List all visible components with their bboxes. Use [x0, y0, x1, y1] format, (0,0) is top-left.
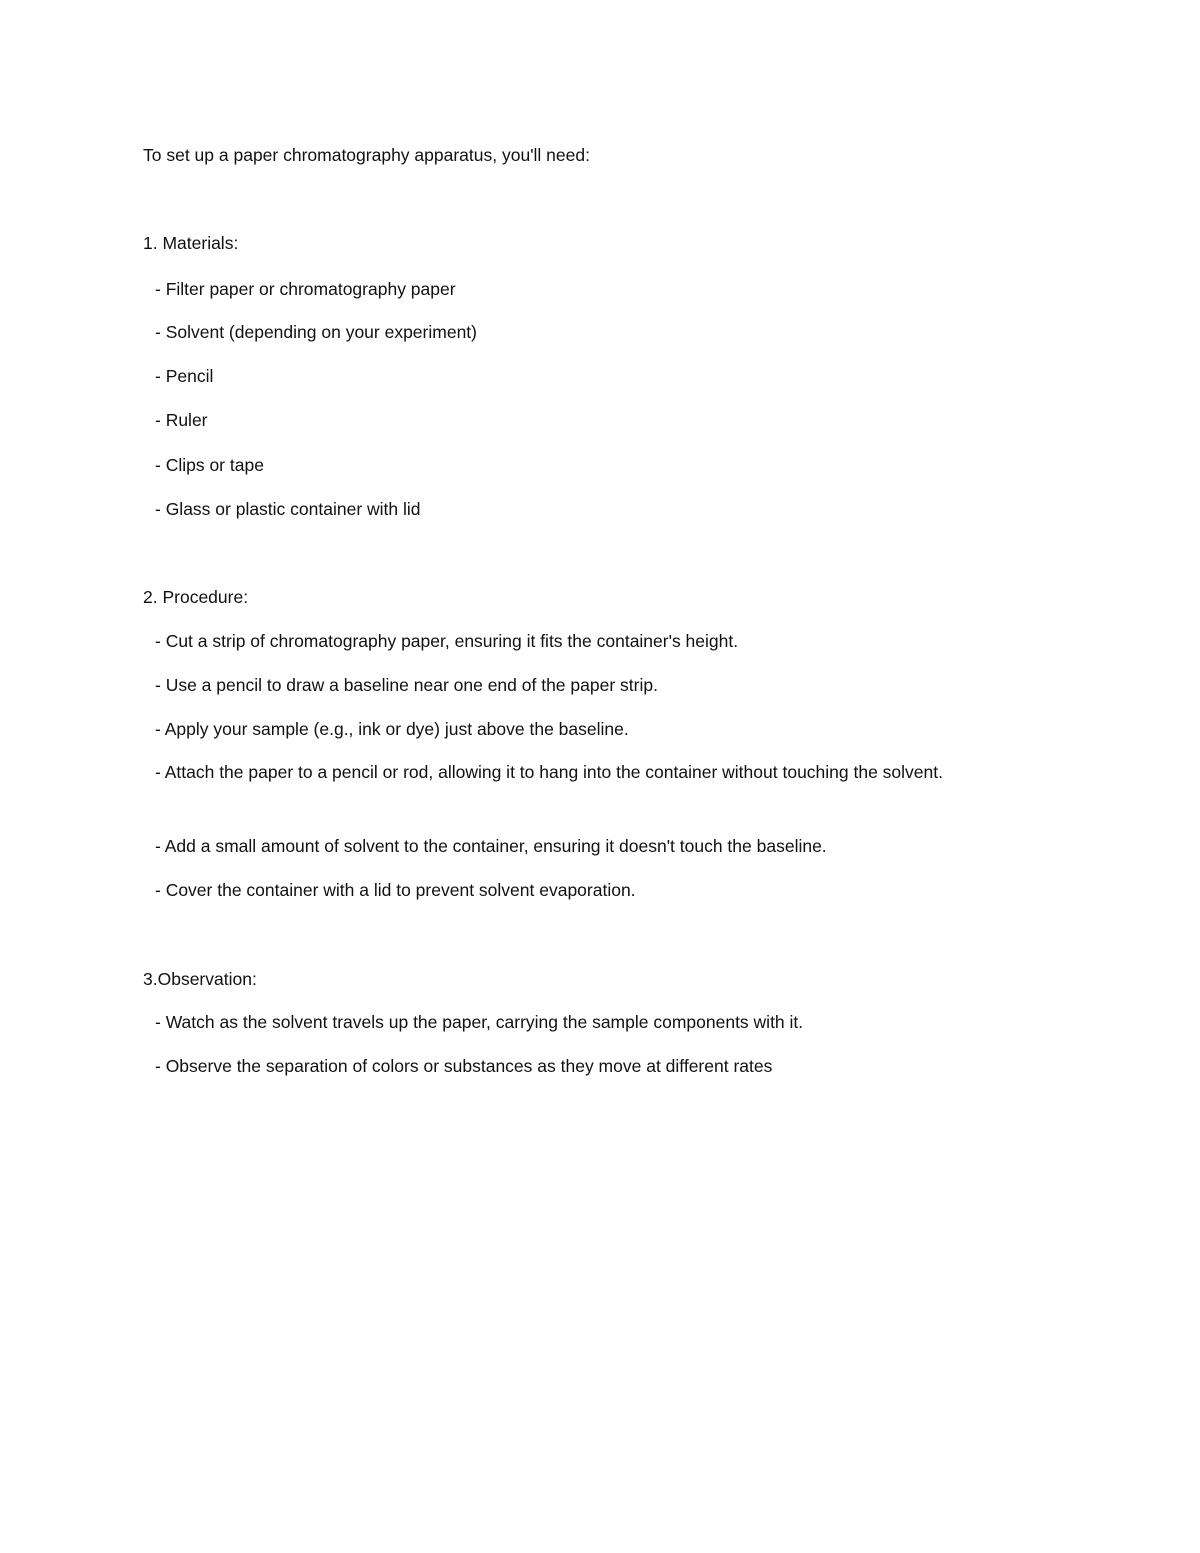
- section-heading-procedure: 2. Procedure:: [143, 587, 249, 607]
- list-item: - Add a small amount of solvent to the container, ensuring it doesn't touch the baseline.: [155, 836, 827, 856]
- list-item: - Ruler: [155, 410, 208, 430]
- list-item: - Cover the container with a lid to prevent solvent evaporation.: [155, 880, 636, 900]
- section-heading-observation: 3.Observation:: [143, 969, 257, 989]
- section-heading-materials: 1. Materials:: [143, 233, 239, 253]
- list-item: - Glass or plastic container with lid: [155, 499, 421, 519]
- list-item: - Watch as the solvent travels up the paper, carrying the sample components with it.: [155, 1012, 804, 1032]
- list-item: - Cut a strip of chromatography paper, ensuring it fits the container's height.: [155, 631, 739, 651]
- list-item: - Apply your sample (e.g., ink or dye) just above the baseline.: [155, 719, 629, 739]
- list-item: - Attach the paper to a pencil or rod, allowing it to hang into the container without touching the solvent.: [155, 762, 943, 782]
- list-item: - Pencil: [155, 366, 214, 386]
- intro-text: To set up a paper chromatography apparatus, you'll need:: [143, 145, 590, 165]
- list-item: - Observe the separation of colors or substances as they move at different rates: [155, 1056, 773, 1076]
- list-item: - Use a pencil to draw a baseline near one end of the paper strip.: [155, 675, 658, 695]
- list-item: - Filter paper or chromatography paper: [155, 279, 456, 299]
- list-item: - Solvent (depending on your experiment): [155, 322, 477, 342]
- list-item: - Clips or tape: [155, 455, 264, 475]
